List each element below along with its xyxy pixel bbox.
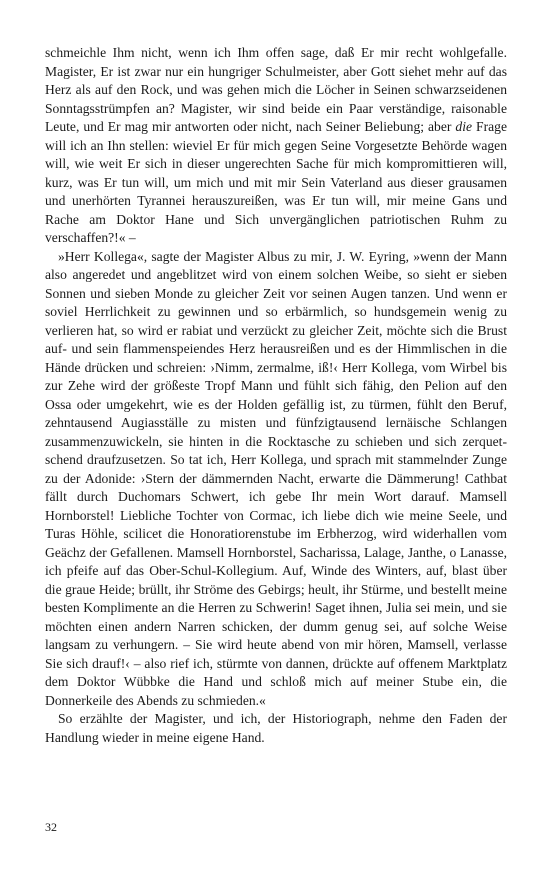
page-body [45, 44, 507, 747]
paragraph-1 [45, 44, 507, 248]
paragraph-2 [45, 248, 507, 711]
page-number: 32 [45, 820, 57, 834]
text-segment: So erzählte der Magister, und ich, der Historiograph, nehme den Faden der Handlung wieder in meine eigene Hand. [45, 711, 507, 745]
text-segment: Frage will ich an Ihn stellen: wieviel Er für mich gegen Seine Vorgesetzte Behörde wagen will, wie weit Er sich in dieser ungerechten Sache für mich kompromittieren will, kurz, was Er tun will, um mich und mit mir Sein Vaterland aus dieser grausamen und unerhörten Tyrannei herauszureißen, was Er tun will, mir meine Gans und Rache am Doktor Hane und Sich unvergänglichen patriotischen Ruhm zu verschaffen?!« – [45, 119, 507, 245]
text-segment: »Herr Kollega«, sagte der Magister Albus zu mir, J. W. Eyring, »wenn der Mann also angeredet und angeblitzet wird von einem solchen Weibe, so sieht er sieben Sonnen und sieben Monde zu gleicher Zeit vor seinen Augen tanzen. Und wenn er soviel Herrlichkeit zu gewinnen und so erbärmlich, so hundsgemein wenig zu verlieren hat, so wird er rabiat und verzückt zu gleicher Zeit, möchte sich die Brust auf- und sein flammenspeiendes Herz herausreißen und es der Himmlischen in die Hände drücken und schreien: ›Nimm, zermalme, iß!‹ Herr Kollega, vom Wirbel bis zur Zehe wird der größeste Tropf Mann und fühlt sich fähig, den Pelion auf den Ossa oder umgekehrt, wie es der Holden gefällig ist, zu türmen, fühlt den Beruf, zehntausend Augiasställe zu misten und fünfzigtausend lernäische Schlangen zusammenzuwickeln, sie hinten in die Rocktasche zu schieben und sich zerquetschend draufzusetzen. So tat ich, Herr Kollega, und sprach mit stammelnder Zunge zu der Adonide: ›Stern der dämmernden Nacht, erwarte die Dämmerung! Cathbat fällt durch Duchomars Schwert, ich gebe Ihr mein Wort darauf. Mamsell Hornborstel! Liebliche Tochter von Cormac, ich liebe dich wie meine Seele, und Turas Höhle, scilicet die Honoratiorenstube im Erbherzog, wird widerhallen vom Geächz der Gefallenen. Mamsell Hornborstel, Sacharissa, Lalage, Janthe, o Lanasse, ich pfeife auf das Ober-Schul-Kollegium. Auf, Winde des Winters, auf, blast über die graue Heide; brüllt, ihr Ströme des Gebirgs; heult, ihr Stürme, und bestellt meine besten Komplimente an die Herren zu Schwerin! Saget ihnen, Julia sei mein, und sie möchten einen andern Narren schicken, der dumm genug sei, auf solche Weise langsam zu verhungern. – Sie wird heute abend von mir hören, Mamsell, verlasse Sie sich drauf!‹ – also rief ich, stürmte von dannen, drückte auf offenem Marktplatz dem Doktor Wübbke die Hand und schloß mich auf meiner Stube ein, die Donnerkeile des Abends zu schmieden.« [45, 248, 507, 708]
paragraph-3 [45, 710, 507, 747]
italic-text: die [455, 119, 473, 134]
text-segment: schmeichle Ihm nicht, wenn ich Ihm offen sage, daß Er mir recht wohlgefalle. Magister, Er ist zwar nur ein hungriger Schulmeister, aber Gott siehet mehr auf das Herz als auf den Rock, und was gehen mich die Löcher in Seinen schwarzseidenen Sonntagsstrümpfen an? Magister, wir sind beide ein Paar verständige, raisonable Leute, und Er mag mir antworten oder nicht, nach Seiner Beliebung; aber [45, 45, 507, 134]
